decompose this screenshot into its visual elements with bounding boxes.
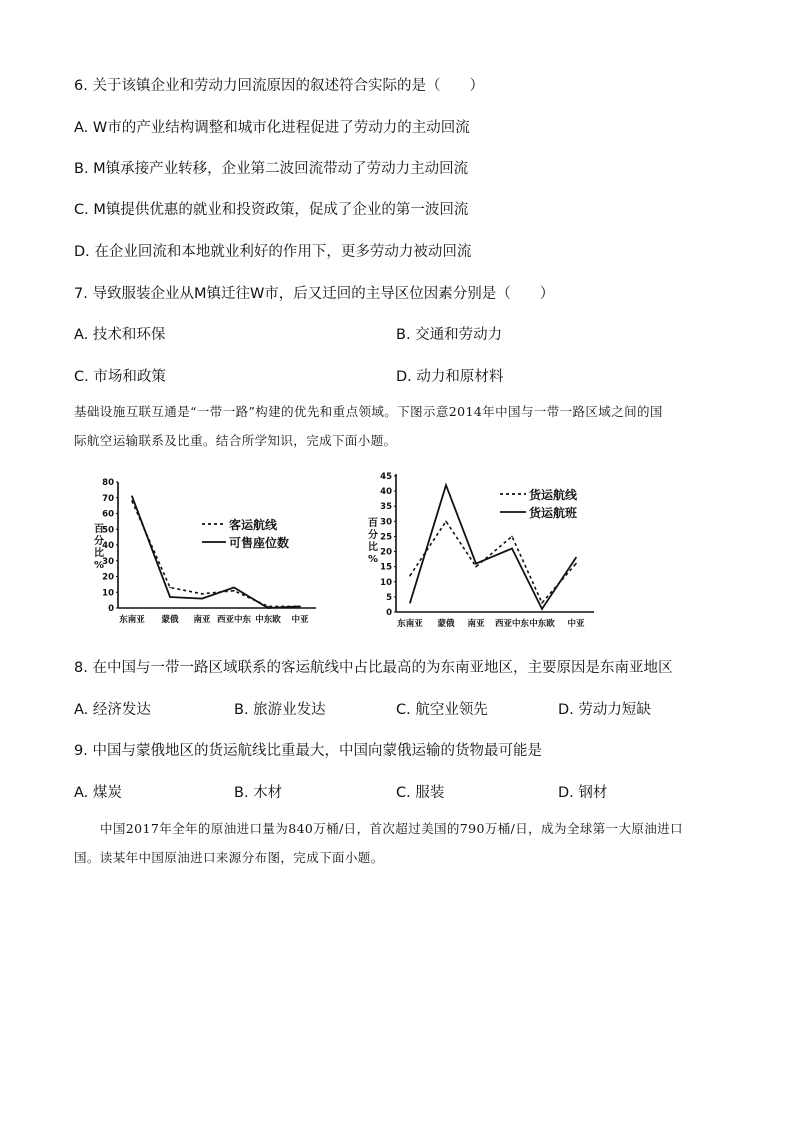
c2-series-1-line — [410, 485, 576, 609]
q9-stem: 9. 中国与蒙俄地区的货运航线比重最大，中国向蒙俄运输的货物最可能是 — [74, 743, 542, 759]
c1-xtick-0: 东南亚 — [119, 615, 145, 625]
c1-ytick-8: 0 — [108, 604, 114, 614]
c1-series-0-point-1 — [169, 587, 171, 589]
c1-series-1-point-4 — [267, 607, 269, 609]
q6-option-c: C. M镇提供优惠的就业和投资政策，促成了企业的第一波回流 — [74, 202, 469, 218]
q9-option-b: B. 木材 — [234, 785, 283, 801]
c2-xtick-0: 东南亚 — [397, 619, 423, 629]
c2-series-0-point-1 — [445, 521, 447, 523]
c1-series-1-line — [132, 496, 300, 608]
c1-series-1-point-5 — [299, 606, 301, 608]
cargo-chart — [362, 462, 622, 634]
c2-series-0-point-5 — [575, 563, 577, 565]
c1-series-1-point-0 — [131, 495, 133, 497]
c2-ytick-7: 10 — [380, 577, 392, 588]
q9-option-d: D. 钢材 — [558, 785, 608, 801]
c1-ytick-5: 30 — [102, 556, 114, 567]
c2-ytick-2: 35 — [380, 502, 392, 513]
c2-series-1-point-3 — [511, 548, 513, 550]
c2-ytick-5: 20 — [380, 547, 392, 558]
c1-ytick-2: 60 — [102, 509, 114, 520]
chart1-legend-1: 可售座位数 — [229, 536, 290, 550]
q8-option-d: D. 劳动力短缺 — [558, 702, 651, 718]
c1-ytick-3: 50 — [102, 525, 114, 536]
c1-series-0-point-0 — [131, 500, 133, 502]
c2-series-1-point-4 — [541, 608, 543, 610]
c1-xtick-1: 蒙俄 — [161, 615, 179, 625]
c1-ytick-4: 40 — [102, 541, 114, 551]
chart1-ylabel-1: 百 — [94, 524, 104, 535]
c1-series-1-point-1 — [169, 596, 171, 598]
c2-ytick-0: 45 — [380, 472, 392, 482]
q6-option-d: D. 在企业回流和本地就业利好的作用下，更多劳动力被动回流 — [74, 244, 472, 260]
c1-xtick-4: 中东欧 — [255, 615, 281, 625]
c2-ytick-1: 40 — [380, 487, 392, 498]
c2-xtick-1: 蒙俄 — [437, 619, 455, 629]
c2-series-0-point-0 — [409, 575, 411, 577]
q6-option-b: B. M镇承接产业转移，企业第二波回流带动了劳动力主动回流 — [74, 161, 469, 177]
c2-series-1-point-1 — [445, 484, 447, 486]
q6-option-a: A. W市的产业结构调整和城市化进程促进了劳动力的主动回流 — [74, 120, 470, 136]
passenger-chart — [74, 462, 330, 632]
c1-ytick-6: 20 — [102, 572, 114, 583]
c1-series-1-point-3 — [233, 587, 235, 589]
q8-option-c: C. 航空业领先 — [396, 702, 488, 718]
c2-ytick-9: 0 — [386, 608, 392, 618]
c1-xtick-3: 西亚中东 — [216, 615, 252, 625]
q8-option-a: A. 经济发达 — [74, 702, 151, 718]
c2-xtick-4: 中东欧 — [529, 619, 555, 629]
c2-series-0-line — [410, 521, 576, 603]
c2-series-0-point-4 — [541, 602, 543, 604]
c2-ytick-6: 15 — [380, 562, 392, 573]
c1-series-0-point-2 — [201, 593, 203, 595]
c1-series-0-point-3 — [233, 590, 235, 592]
chart1-legend — [202, 517, 289, 550]
chart2-legend-0: 货运航线 — [529, 488, 578, 502]
q7-option-d: D. 动力和原材料 — [396, 369, 504, 385]
c2-ytick-8: 5 — [386, 592, 392, 603]
chart1-ylabel-4: % — [94, 560, 105, 571]
chart2-ylabel-2: 分 — [368, 530, 378, 541]
c1-series-0-line — [132, 501, 300, 607]
c1-series-1-point-2 — [201, 598, 203, 600]
c2-xtick-5: 中亚 — [567, 619, 585, 629]
q6-stem: 6. 关于该镇企业和劳动力回流原因的叙述符合实际的是（ ） — [74, 78, 484, 94]
c1-ytick-1: 70 — [102, 493, 114, 504]
c1-ytick-7: 10 — [102, 588, 114, 599]
q8-stem: 8. 在中国与一带一路区域联系的客运航线中占比最高的为东南亚地区，主要原因是东南亚地区 — [74, 660, 673, 676]
c2-ytick-4: 25 — [380, 532, 392, 543]
chart2-legend — [500, 487, 578, 520]
chart1-legend-0: 客运航线 — [229, 518, 278, 532]
chart2-legend-1: 货运航班 — [529, 506, 578, 520]
c1-xtick-5: 中亚 — [291, 615, 309, 625]
c2-series-0-point-2 — [475, 566, 477, 568]
c1-xtick-2: 南亚 — [193, 615, 211, 625]
chart2-ylabel-4: % — [368, 554, 379, 565]
chart1-ylabel-2: 分 — [94, 536, 104, 547]
chart2-ylabel-1: 百 — [368, 518, 378, 529]
q7-stem: 7. 导致服装企业从M镇迁往W市，后又迁回的主导区位因素分别是（ ） — [74, 286, 555, 302]
q9-option-c: C. 服装 — [396, 785, 445, 801]
q8-option-b: B. 旅游业发达 — [234, 702, 326, 718]
q7-option-b: B. 交通和劳动力 — [396, 327, 503, 343]
q9-option-a: A. 煤炭 — [74, 785, 122, 801]
c2-xtick-3: 西亚中东 — [494, 619, 530, 629]
intro2-line2: 国。读某年中国原油进口来源分布图，完成下面小题。 — [74, 850, 384, 865]
c2-series-1-point-2 — [475, 563, 477, 565]
c2-series-1-point-0 — [409, 602, 411, 604]
c2-series-0-point-3 — [511, 536, 513, 538]
c2-series-1-point-5 — [575, 557, 577, 559]
intro1-line2: 际航空运输联系及比重。结合所学知识，完成下面小题。 — [74, 433, 397, 448]
intro1-line1: 基础设施互联互通是“一带一路”构建的优先和重点领域。下图示意2014年中国与一带一路区域之间的国 — [74, 404, 663, 419]
c2-xtick-2: 南亚 — [467, 619, 485, 629]
intro2-line1: 中国2017年全年的原油进口量为840万桶/日，首次超过美国的790万桶/日，成为全球第一大原油进口 — [100, 821, 683, 836]
chart2-ylabel-3: 比 — [368, 542, 378, 553]
chart1-ylabel-3: 比 — [94, 548, 104, 559]
c2-ytick-3: 30 — [380, 517, 392, 528]
q7-option-a: A. 技术和环保 — [74, 327, 166, 343]
q7-option-c: C. 市场和政策 — [74, 369, 166, 385]
c1-ytick-0: 80 — [102, 478, 114, 488]
